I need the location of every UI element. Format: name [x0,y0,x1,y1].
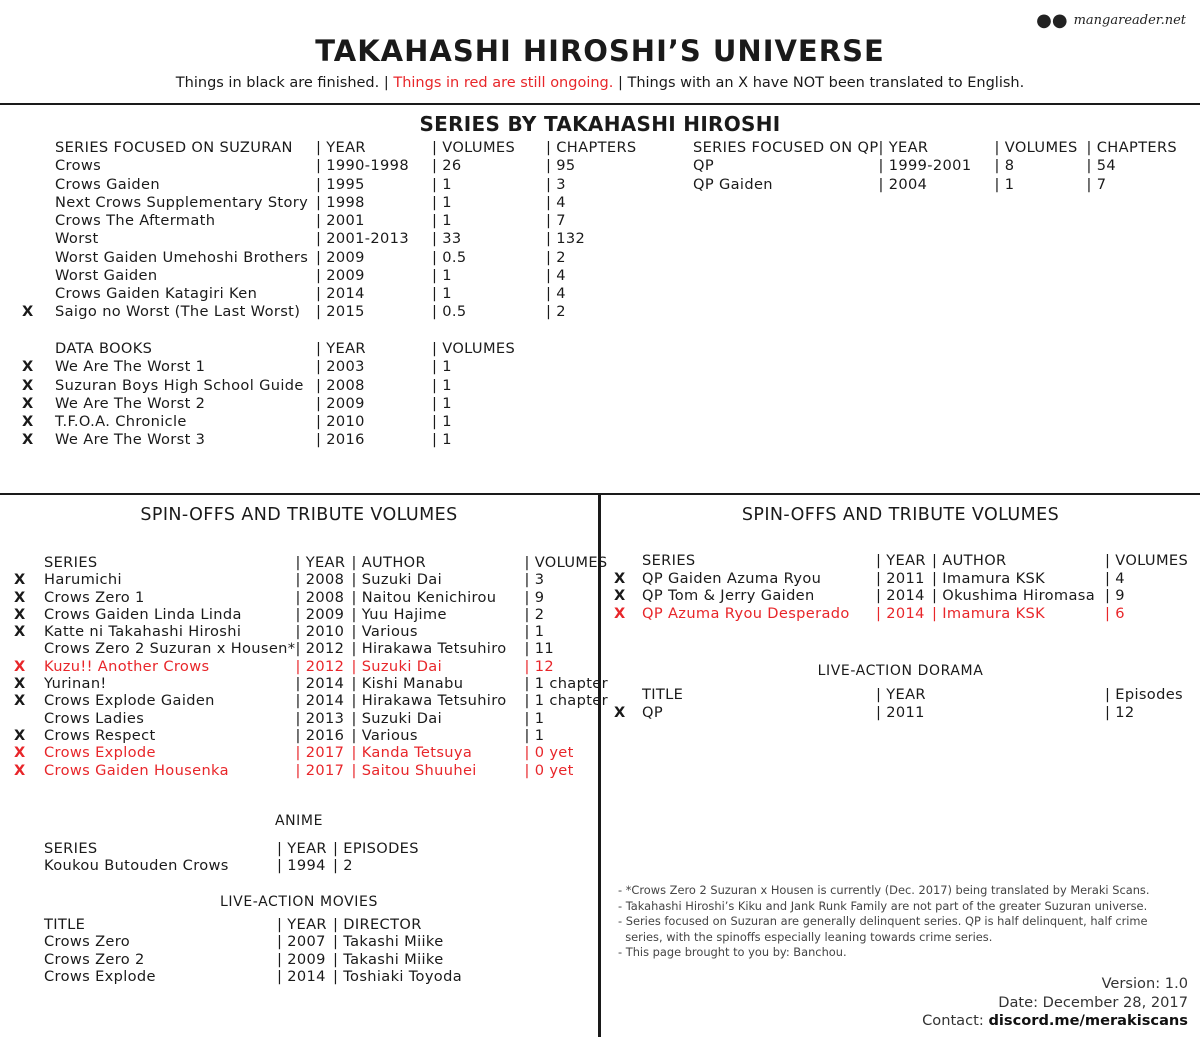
series-year: | 2013 [295,709,345,727]
table-row [22,230,666,248]
series-volumes: | 1 [432,266,452,284]
x-mark: X [614,569,626,587]
table-row [22,194,666,212]
series-year: | 2004 [878,175,928,193]
x-mark [22,230,55,248]
table-row [14,675,608,692]
book-title: We Are The Worst 3 [55,431,206,449]
header-cell: | CHAPTERS [546,139,637,156]
left-spinoffs-table [14,554,608,779]
table-row [614,570,1188,588]
anime-title: Koukou Butouden Crows [44,857,229,875]
series-title: QP Gaiden [693,175,773,193]
x-mark: X [14,623,26,641]
brand-logo [1036,10,1186,31]
x-mark [22,249,55,267]
series-title: QP Gaiden Azuma Ryou [642,569,822,587]
series-by-heading: SERIES BY TAKAHASHI HIROSHI [419,112,781,136]
header-cell: | YEAR [277,916,327,933]
header-cell: | YEAR [876,686,926,703]
version-label: Version: 1.0 [1101,975,1188,992]
header-cell: TITLE [44,916,86,933]
series-volumes: | 1 [432,175,452,193]
series-title: Worst Gaiden Umehoshi Brothers [55,248,309,266]
series-volumes: | 2 [524,605,545,623]
dorama-table [614,686,1185,721]
header-cell: | Episodes [1105,686,1183,703]
series-chapters: | 54 [1086,157,1117,175]
series-author: | Saitou Shuuhei [351,761,477,779]
x-mark [22,285,55,303]
series-title: Crows Zero 1 [44,588,145,606]
book-volumes: | 1 [432,376,452,394]
table-row [614,704,1185,722]
header-cell: | YEAR [295,554,346,571]
series-chapters: | 2 [546,248,566,266]
series-title: Next Crows Supplementary Story [55,193,309,211]
header-cell: SERIES FOCUSED ON QP [693,139,879,156]
table-header-row [693,139,1187,157]
series-author: | Imamura KSK [932,569,1046,587]
table-row [14,692,608,709]
note-line: series, with the spinoffs especially leaning towards crime series. [618,929,993,944]
series-title: Kuzu!! Another Crows [44,657,210,675]
x-mark [22,176,55,194]
anime-year: | 1994 [277,857,326,875]
book-volumes: | 1 [432,431,452,449]
series-title: Saigo no Worst (The Last Worst) [55,303,301,321]
series-chapters: | 4 [546,266,566,284]
series-volumes: | 1 [524,726,545,744]
series-title: Yurinan! [44,675,107,693]
series-volumes: | 1 [994,175,1015,193]
series-author: | Hirakawa Tetsuhiro [351,692,507,710]
series-year: | 2017 [295,761,345,779]
x-mark: X [14,588,26,606]
series-year: | 2001 [316,212,365,229]
series-title: Crows Zero 2 Suzuran x Housen* [44,640,296,658]
series-year: | 2015 [316,303,365,321]
header-cell: TITLE [642,686,684,703]
series-title: QP Tom & Jerry Gaiden [642,587,815,604]
x-mark: X [22,413,34,430]
movies-table [14,916,506,985]
series-volumes: | 26 [432,157,462,175]
movie-year: | 2007 [277,933,326,951]
x-mark: X [22,303,34,321]
x-mark: X [614,587,626,604]
contact-link[interactable]: discord.me/merakiscans [988,1012,1188,1029]
movie-title: Crows Explode [44,967,156,985]
table-header-row [614,552,1188,570]
series-year: | 1998 [316,193,365,211]
table-row [14,623,608,640]
series-year: | 1990-1998 [316,157,409,175]
series-author: | Various [351,726,418,744]
header-cell: SERIES [642,552,696,569]
table-row [14,589,608,606]
series-chapters: | 3 [546,175,566,193]
series-author: | Imamura KSK [932,604,1046,622]
table-header-row [614,686,1185,704]
table-row [14,606,608,623]
table-row [14,640,608,657]
series-year: | 2012 [295,640,345,658]
series-title: Crows Respect [44,726,156,744]
header-cell [614,552,642,570]
table-header-row [22,340,546,358]
table-row [22,212,666,230]
anime-episodes: | 2 [333,857,353,875]
series-volumes: | 3 [524,571,545,589]
table-row [14,857,506,874]
header-cell: | EPISODES [333,840,419,857]
x-mark: X [614,703,626,721]
x-mark [22,194,55,212]
right-spinoffs-table [614,552,1188,622]
series-year: | 2014 [876,604,925,622]
series-year: | 2014 [316,285,365,302]
series-volumes: | 11 [524,640,554,658]
table-header-row [14,840,506,857]
x-mark: X [14,657,26,675]
header-cell [614,686,642,704]
x-mark: X [22,376,34,394]
series-title: Katte ni Takahashi Hiroshi [44,623,242,641]
series-volumes: | 0.5 [432,248,467,266]
header-cell: SERIES FOCUSED ON SUZURAN [55,139,293,156]
date-label: Date: December 28, 2017 [998,993,1188,1011]
dorama-episodes: | 12 [1105,703,1135,721]
book-year: | 2003 [316,358,365,376]
series-volumes: | 0.5 [432,303,467,321]
brand-name: mangareader.net [1073,13,1186,28]
table-row [14,658,608,675]
anime-table [14,840,506,875]
header-cell: DATA BOOKS [55,340,153,357]
book-year: | 2009 [316,394,365,412]
header-cell: | VOLUMES [994,139,1078,156]
book-title: T.F.O.A. Chronicle [55,413,187,430]
table-header-row [14,916,506,933]
series-year: | 1999-2001 [878,157,972,175]
series-chapters: | 4 [546,285,566,302]
movie-director: | Toshiaki Toyoda [333,967,462,985]
header-cell: | YEAR [876,552,926,569]
movie-director: | Takashi Miike [333,933,444,951]
x-mark: X [14,761,26,779]
header-cell: | AUTHOR [351,554,426,571]
series-author: | Suzuki Dai [351,657,442,675]
series-title: QP Azuma Ryou Desperado [642,604,850,622]
table-row [614,587,1188,605]
dorama-year: | 2011 [876,703,925,721]
x-mark: X [22,358,34,376]
series-volumes: | 1 [432,285,452,302]
series-title: Worst Gaiden [55,266,158,284]
x-mark [22,267,55,285]
book-title: We Are The Worst 1 [55,358,206,376]
suzuran-table [22,139,666,322]
series-volumes: | 9 [1105,587,1125,604]
series-volumes: | 1 chapter [524,692,608,710]
series-chapters: | 7 [1086,175,1107,193]
note-line: - *Crows Zero 2 Suzuran x Housen is currently (Dec. 2017) being translated by Meraki Scans. [618,883,1150,897]
header-cell [22,139,55,157]
table-row [22,303,666,321]
series-author: | Okushima Hiromasa [932,587,1095,604]
series-author: | Hirakawa Tetsuhiro [351,640,507,658]
series-title: Harumichi [44,571,122,589]
table-row [22,395,546,413]
series-volumes: | 1 [432,212,452,229]
series-volumes: | 1 [524,623,545,641]
series-year: | 2011 [876,569,925,587]
x-mark [14,968,44,985]
series-volumes: | 9 [524,588,545,606]
series-year: | 2016 [295,726,345,744]
series-author: | Yuu Hajime [351,605,447,623]
x-mark: X [14,675,26,693]
movie-title: Crows Zero 2 [44,950,145,968]
header-cell [22,340,55,358]
table-row [14,710,608,727]
series-year: | 2008 [295,571,345,589]
series-author: | Naitou Kenichirou [351,588,497,606]
table-header-row [22,139,666,157]
header-cell: | YEAR [277,840,327,857]
table-row [14,933,506,950]
series-author: | Kishi Manabu [351,675,464,693]
table-row [22,285,666,303]
x-mark [22,212,55,230]
series-title: Crows [55,157,102,175]
table-row [14,744,608,761]
qp-table [693,139,1187,194]
table-row [22,413,546,431]
series-volumes: | 4 [1105,569,1125,587]
mascot-icon: ●● [1036,10,1068,31]
header-cell [14,840,44,857]
table-row [614,605,1188,623]
version-block [922,975,1188,1031]
header-cell: | DIRECTOR [333,916,422,933]
header-cell: | VOLUMES [1105,552,1189,569]
book-volumes: | 1 [432,358,452,376]
header-cell: | VOLUMES [524,554,608,571]
x-mark [14,933,44,950]
x-mark: X [14,571,26,589]
table-row [14,762,608,779]
series-title: Crows Explode Gaiden [44,692,215,710]
x-mark: X [14,605,26,623]
header-cell: | YEAR [878,139,929,156]
series-volumes: | 6 [1105,604,1125,622]
legend-subtitle: Things in black are finished. | Things in red are still ongoing. | Things with an X have NOT been translated to English. [175,75,1025,91]
x-mark [14,951,44,968]
series-title: Crows Ladies [44,709,145,727]
series-volumes: | 1 chapter [524,675,608,693]
x-mark [22,157,55,175]
x-mark [14,857,44,874]
movie-title: Crows Zero [44,933,131,951]
left-panel-heading: SPIN-OFFS AND TRIBUTE VOLUMES [140,505,458,525]
anime-heading: ANIME [274,813,324,829]
x-mark [14,710,44,727]
header-cell: | AUTHOR [932,552,1007,569]
series-year: | 2012 [295,657,345,675]
x-mark: X [14,726,26,744]
series-title: Crows Gaiden [55,175,160,193]
header-cell: | YEAR [316,340,366,357]
x-mark: X [22,394,34,412]
series-volumes: | 8 [994,157,1015,175]
header-cell: | VOLUMES [432,139,516,156]
x-mark: X [14,744,26,762]
table-row [22,157,666,175]
series-title: Crows Gaiden Housenka [44,761,229,779]
table-row [22,377,546,395]
series-author: | Various [351,623,418,641]
movie-year: | 2009 [277,950,326,968]
series-volumes: | 0 yet [524,744,574,762]
series-year: | 2009 [295,605,345,623]
series-title: Worst [55,230,99,248]
series-volumes: | 12 [524,657,554,675]
book-year: | 2016 [316,431,365,449]
book-volumes: | 1 [432,394,452,412]
header-cell: SERIES [44,554,98,571]
legend-untranslated: Things with an X have NOT been translated to English. [627,75,1025,91]
table-row [22,176,666,194]
series-chapters: | 7 [546,212,566,229]
series-title: Crows Gaiden Katagiri Ken [55,285,258,302]
series-title: Crows The Aftermath [55,212,216,229]
series-year: | 2009 [316,248,365,266]
right-panel-heading: SPIN-OFFS AND TRIBUTE VOLUMES [741,505,1060,525]
series-author: | Kanda Tetsuya [351,744,473,762]
book-title: We Are The Worst 2 [55,394,206,412]
contact-line: Contact: discord.me/merakiscans [922,1012,1188,1029]
notes-block [618,883,1149,961]
x-mark: X [14,692,26,710]
table-row [22,431,546,449]
dorama-heading: LIVE-ACTION DORAMA [817,663,984,679]
series-year: | 1995 [316,175,365,193]
dorama-title: QP [642,703,663,721]
header-cell: | CHAPTERS [1086,139,1178,156]
page-title: TAKAHASHI HIROSHI’S UNIVERSE [315,34,885,68]
series-volumes: | 1 [524,709,545,727]
series-author: | Suzuki Dai [351,709,442,727]
series-author: | Suzuki Dai [351,571,442,589]
series-chapters: | 2 [546,303,566,321]
movies-heading: LIVE-ACTION MOVIES [220,894,378,910]
table-row [22,249,666,267]
series-year: | 2017 [295,744,345,762]
series-year: | 2014 [295,675,345,693]
book-volumes: | 1 [432,413,452,430]
header-cell [14,916,44,933]
header-cell: | VOLUMES [432,340,516,357]
series-title: Crows Explode [44,744,156,762]
series-chapters: | 4 [546,193,566,211]
legend-finished: Things in black are finished. [175,75,380,91]
table-row [14,727,608,744]
table-row [22,358,546,376]
book-title: Suzuran Boys High School Guide [55,376,304,394]
table-row [14,968,506,985]
note-line: - Takahashi Hiroshi’s Kiku and Jank Runk Family are not part of the greater Suzuran universe. [618,898,1148,913]
table-row [14,571,608,588]
note-line: - This page brought to you by: Banchou. [618,945,847,959]
series-volumes: | 0 yet [524,761,574,779]
databooks-table [22,340,546,450]
x-mark [14,640,44,657]
series-year: | 2010 [295,623,345,641]
divider-top [0,103,1200,105]
x-mark: X [614,604,626,622]
header-cell: SERIES [44,840,98,857]
table-row [14,951,506,968]
book-year: | 2010 [316,413,365,430]
series-year: | 2009 [316,266,365,284]
table-row [693,176,1187,194]
series-year: | 2008 [295,588,345,606]
series-chapters: | 95 [546,157,576,175]
x-mark: X [22,431,34,449]
table-row [22,267,666,285]
note-line: - Series focused on Suzuran are generally delinquent series. QP is half delinquent, half crime [618,914,1148,928]
book-year: | 2008 [316,376,365,394]
series-year: | 2001-2013 [316,230,409,248]
series-year: | 2014 [295,692,345,710]
movie-director: | Takashi Miike [333,950,444,968]
series-chapters: | 132 [546,230,586,248]
table-row [693,157,1187,175]
series-volumes: | 1 [432,193,452,211]
header-cell: | YEAR [316,139,366,156]
series-title: Crows Gaiden Linda Linda [44,605,242,623]
series-year: | 2014 [876,587,925,604]
movie-year: | 2014 [277,967,326,985]
series-title: QP [693,157,714,175]
table-header-row [14,554,608,571]
legend-ongoing: Things in red are still ongoing. [393,75,614,91]
series-volumes: | 33 [432,230,462,248]
header-cell [14,554,44,571]
